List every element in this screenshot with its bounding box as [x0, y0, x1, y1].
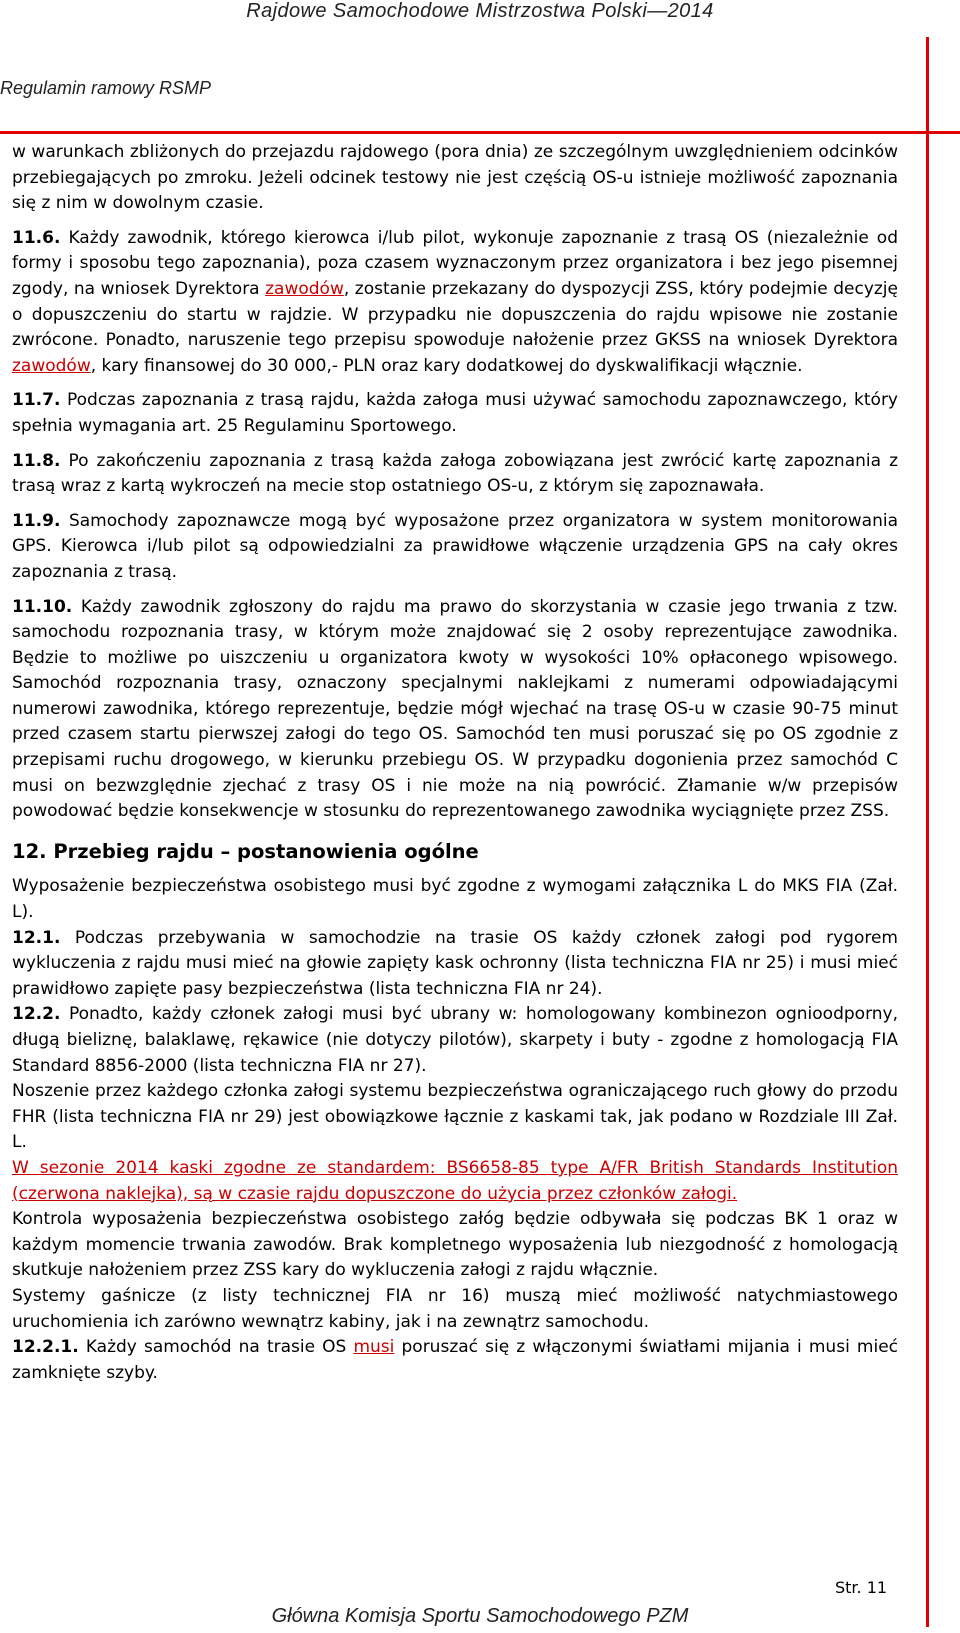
section-number: 11.7.	[12, 390, 61, 411]
link-zawodow[interactable]: zawodów	[12, 355, 91, 376]
section-number: 12.2.	[12, 1004, 61, 1025]
paragraph-inspection: Kontrola wyposażenia bezpieczeństwa osobistego załóg będzie odbywała się podczas BK 1 oraz w każdym momencie trwania zawodów. Brak kompletnego wyposażenia lub niezgodność z homologacją skutkuje nałożeniem przez ZSS kary do wykluczenia załogi z rajdu włącznie.	[12, 1209, 898, 1281]
footer-organization: Główna Komisja Sportu Samochodowego PZM	[271, 1605, 689, 1627]
section-text: Samochody zapoznawcze mogą być wyposażone przez organizatora w system monitorowania GPS. Kierowca i/lub pilot są odpowiedzialni za prawidłowe włączenie urządzenia GPS na cały okres zapoznania z trasą.	[12, 510, 898, 582]
section-text: Po zakończeniu zapoznania z trasą każda załoga zobowiązana jest zwrócić kartę zapoznania z trasą wraz z kartą wykroczeń na mecie stop ostatniego OS-u, z którym się zapoznawała.	[12, 450, 898, 497]
section-number: 11.9.	[12, 510, 61, 531]
section-11-7	[12, 388, 898, 439]
section-12-2	[12, 1002, 898, 1079]
document-body	[12, 140, 898, 1386]
section-number: 11.6.	[12, 227, 61, 248]
margin-rule	[926, 37, 929, 1627]
section-12-1	[12, 926, 898, 1003]
paragraph-fhr: Noszenie przez każdego członka załogi systemu bezpieczeństwa ograniczającego ruch głowy do przodu FHR (lista techniczna FIA nr 29) jest obowiązkowe łącznie z kaskami tak, jak podano w Rozdziale III Zał. L.	[12, 1081, 898, 1153]
link-zawodow[interactable]: zawodów	[265, 278, 344, 299]
section-11-6	[12, 226, 898, 380]
section-number: 11.8.	[12, 450, 61, 471]
section-text: Ponadto, każdy członek załogi musi być ubrany w: homologowany kombinezon ognioodporny, długą bieliznę, balaklawę, rękawice (nie dotyczy pilotów), skarpety i buty - zgodne z homologacją FIA Standard 8856-2000 (lista techniczna FIA nr 27).	[12, 1004, 898, 1076]
section-text: , zostanie przekazany do dyspozycji ZSS, który podejmie decyzję o dopuszczeniu do startu w rajdzie. W przypadku nie dopuszczenia do rajdu wpisowe nie zostanie zwrócone. Ponadto, naruszenie tego przepisu spowoduje nałożenie przez GKSS na wniosek Dyrektora	[12, 278, 898, 351]
section-text: , kary finansowej do 30 000,- PLN oraz kary dodatkowej do dyskwalifikacji włącznie.	[90, 355, 803, 376]
section-12-2-1	[12, 1335, 898, 1386]
document-subtitle: Regulamin ramowy RSMP	[0, 78, 212, 98]
section-text: Każdy samochód na trasie OS	[78, 1337, 354, 1358]
section-number: 12.1.	[12, 927, 61, 948]
section-text: Podczas zapoznania z trasą rajdu, każda załoga musi używać samochodu zapoznawczego, który spełnia wymagania art. 25 Regulaminu Sportowego.	[12, 390, 898, 436]
link-musi[interactable]: musi	[353, 1337, 395, 1358]
section-11-10	[12, 595, 898, 825]
section-text: poruszać się z włączonymi światłami mijania i musi mieć zamknięte szyby.	[12, 1337, 898, 1383]
section-text: Każdy zawodnik zgłoszony do rajdu ma prawo do skorzystania w czasie jego trwania z tzw. samochodu rozpoznania trasy, w którym może znajdować się 2 osoby reprezentujące zawodnika. Będzie to możliwe po uiszczeniu u organizatora kwoty w wysokości 10% opłaconego wpisowego. Samochód rozpoznania trasy, oznaczony specjalnymi naklejkami z numerami odpowiadającymi numerowi zawodnika, którego reprezentuje, będzie mógł wjechać na trasę OS-u w czasie 90-75 minut przed czasem startu pierwszej załogi do tego OS. Samochód ten musi poruszać się po OS zgodnie z przepisami ruchu drogowego, w kierunku przebiegu OS. W przypadku dogonienia przez samochód C musi on bezwzględnie zjechać z trasy OS i nie może na nią powrócić. Złamanie w/w przepisów powodować będzie konsekwencje w stosunku do reprezentowanego zawodnika wyciągnięte przez ZSS.	[12, 596, 898, 822]
section-text: Każdy zawodnik, którego kierowca i/lub pilot, wykonuje zapoznanie z trasą OS (niezależnie od formy i sposobu tego zapoznania), poza czasem wyznaczonym przez organizatora i bez jego pisemnej zgody, na wniosek Dyrektora	[12, 227, 898, 299]
section-11-9	[12, 509, 898, 586]
paragraph-extinguishers: Systemy gaśnicze (z listy technicznej FIA nr 16) muszą mieć możliwość natychmiastowego uruchomienia ich zarówno wewnątrz kabiny, jak i na zewnątrz samochodu.	[12, 1285, 898, 1332]
page-number: Str. 11	[835, 1578, 888, 1597]
section-number: 11.10.	[12, 596, 73, 617]
section-11-8	[12, 449, 898, 500]
paragraph-equipment: Wyposażenie bezpieczeństwa osobistego musi być zgodne z wymogami załącznika L do MKS FIA (Zał. L).	[12, 876, 898, 923]
header-rule	[0, 131, 960, 134]
section-text: Podczas przebywania w samochodzie na trasie OS każdy członek załogi pod rygorem wykluczenia z rajdu musi mieć na głowie zapięty kask ochronny (lista techniczna FIA nr 25) i musi mieć prawidłowo zapięte pasy bezpieczeństwa (lista techniczna FIA nr 24).	[12, 927, 898, 999]
section-heading-12: 12. Przebieg rajdu – postanowienia ogólne	[12, 839, 479, 863]
section-number: 12.2.1.	[12, 1337, 79, 1358]
paragraph-continuation: w warunkach zbliżonych do przejazdu rajdowego (pora dnia) ze szczególnym uwzględnieniem odcinków przebiegających po zmroku. Jeżeli odcinek testowy nie jest częścią OS-u istnieje możliwość zapoznania się z nim w dowolnym czasie.	[12, 142, 898, 214]
paragraph-helmet-notice: W sezonie 2014 kaski zgodne ze standardem: BS6658-85 type A/FR British Standards Institution (czerwona naklejka), są w czasie rajdu dopuszczone do użycia przez członków załogi.	[12, 1157, 898, 1204]
document-title: Rajdowe Samochodowe Mistrzostwa Polski—2014	[246, 0, 714, 22]
